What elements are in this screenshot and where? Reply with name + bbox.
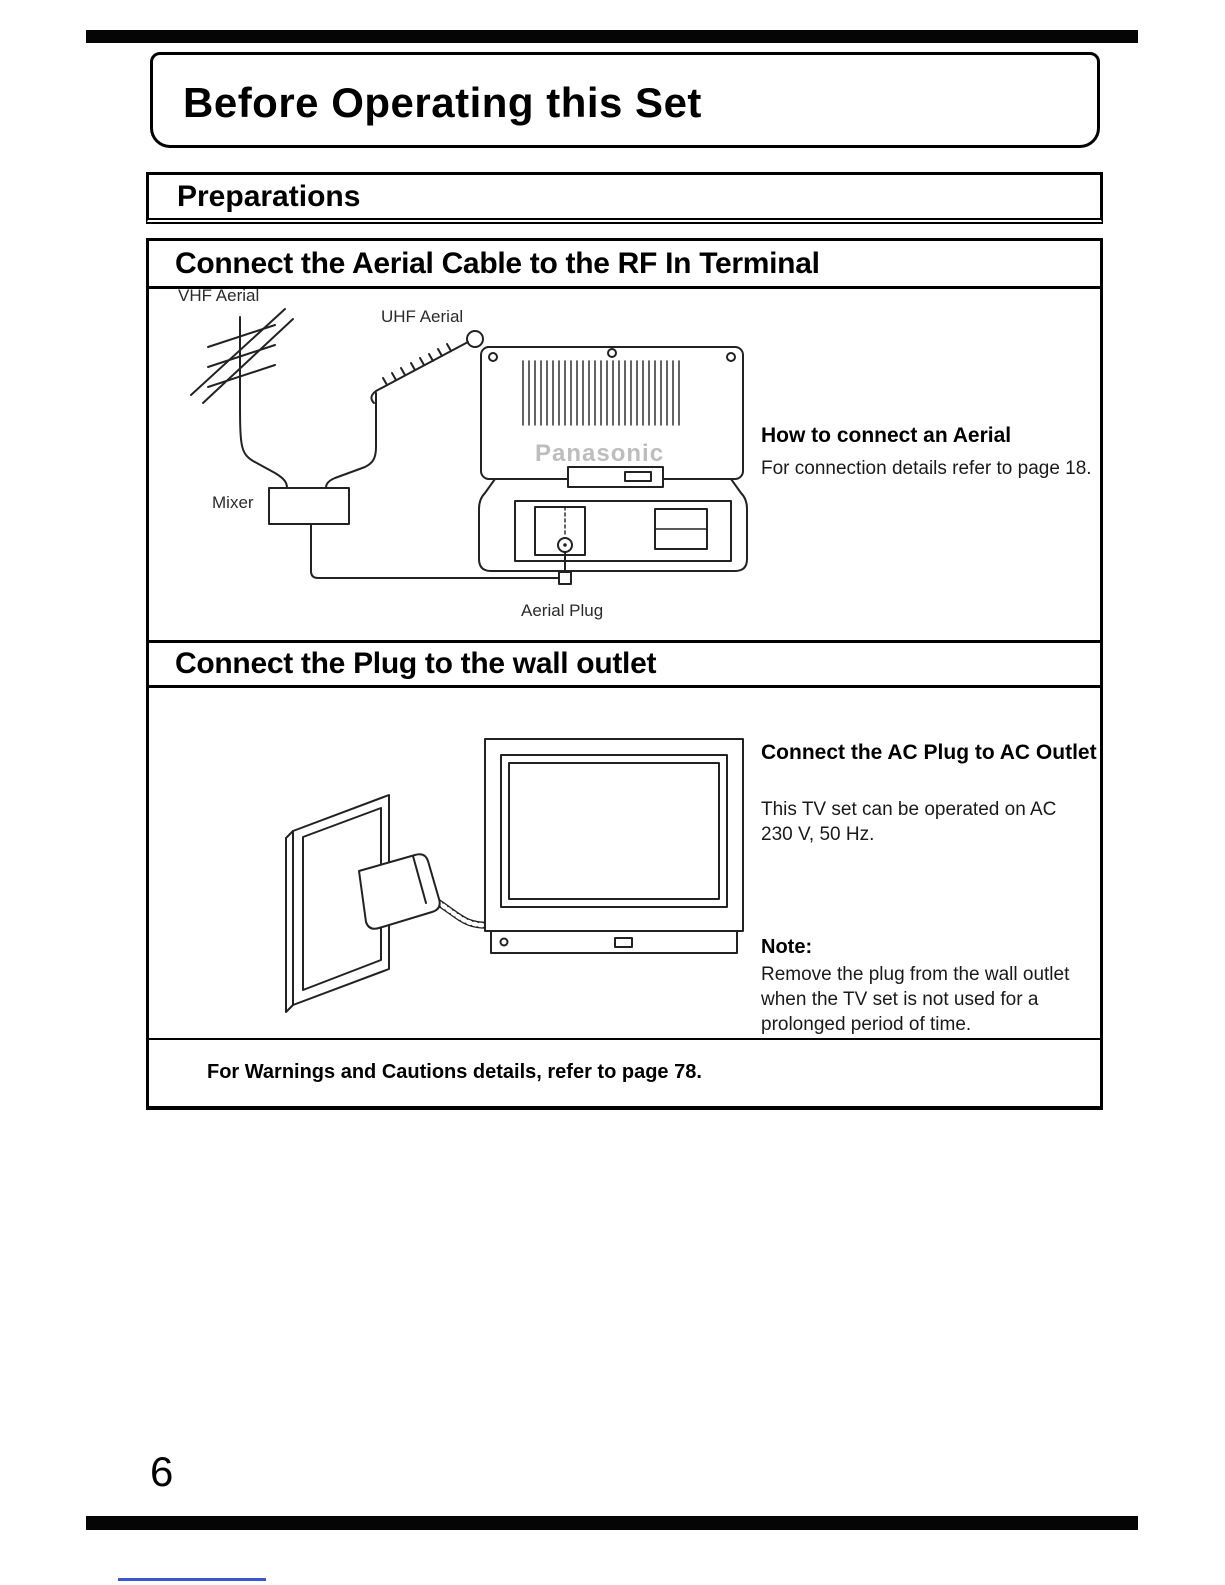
vhf-cable-line: [240, 395, 287, 488]
label-uhf-aerial: UHF Aerial: [381, 307, 464, 326]
footer-divider: [149, 1038, 1100, 1040]
plug-section-heading: Connect the Plug to the wall outlet: [149, 640, 1100, 688]
tv-front-view: [485, 739, 743, 953]
mixer-box: [269, 488, 349, 524]
note-text: Remove the plug from the wall outlet when the TV set is not used for a prolonged period of time.: [761, 964, 1070, 1036]
instructions-box: [146, 238, 1103, 1110]
ac-plug-side-title: [761, 741, 1103, 773]
page-title: Before Operating this Set: [183, 79, 702, 126]
vhf-aerial-icon: [191, 309, 293, 403]
warnings-reference: For Warnings and Cautions details, refer to page 78.: [207, 1061, 702, 1083]
tv-rear-view: [479, 347, 747, 571]
how-to-connect-text: For connection details refer to page 18.: [761, 458, 1092, 479]
page-number: 6: [150, 1448, 174, 1495]
aerial-side-note: [761, 424, 1103, 481]
connect-ac-text: This TV set can be operated on AC 230 V, 50 Hz.: [761, 799, 1057, 846]
label-vhf-aerial: VHF Aerial: [178, 286, 260, 305]
preparations-heading: Preparations: [177, 179, 361, 213]
connect-ac-title: Connect the AC Plug to AC Outlet: [761, 741, 1097, 764]
note-title: Note:: [761, 936, 813, 958]
preparations-header: [146, 172, 1103, 224]
aerial-section-heading: Connect the Aerial Cable to the RF In Terminal: [149, 241, 1100, 289]
uhf-cable-line: [326, 393, 376, 488]
aerial-connection-diagram: [163, 295, 753, 640]
ac-plug-side-text: [761, 797, 1081, 847]
label-aerial-plug: Aerial Plug: [521, 601, 604, 620]
bottom-black-bar: [86, 1516, 1138, 1530]
page-title-box: [150, 52, 1100, 148]
uhf-aerial-icon: [371, 331, 483, 403]
top-black-bar: [86, 30, 1138, 43]
note-block: [761, 936, 1091, 1037]
scan-artifact-blue-line: [118, 1578, 266, 1581]
label-mixer: Mixer: [212, 493, 254, 512]
wall-outlet-diagram: [263, 703, 753, 1033]
how-to-connect-title: How to connect an Aerial: [761, 424, 1012, 447]
tv-brand-watermark: Panasonic: [535, 440, 665, 467]
